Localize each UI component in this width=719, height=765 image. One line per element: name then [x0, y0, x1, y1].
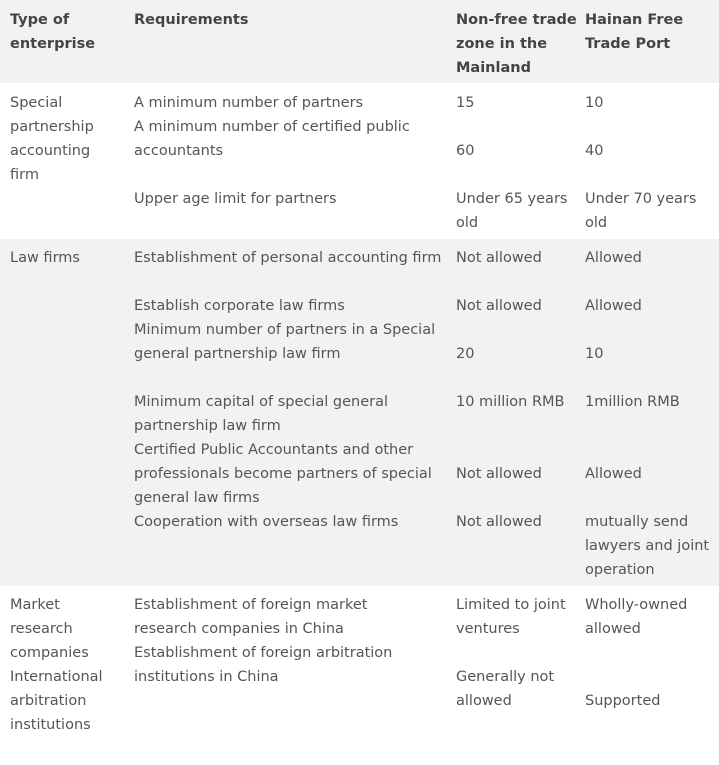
header-requirements: Requirements [134, 12, 249, 28]
cell-mainland-personal-accounting-firm: Not allowed [456, 250, 542, 266]
cell-type-market-research: Market research companies International arbitration institutions [10, 597, 103, 733]
cell-mainland-accounting-partners: 15 60 [456, 95, 475, 159]
cell-hainan-age-limit: Under 70 years old [585, 191, 697, 231]
cell-mainland-foreign-companies: Limited to joint ventures Generally not allowed [456, 597, 566, 709]
cell-mainland-capital-and-cooperation: 10 million RMB Not allowed Not allowed [456, 394, 565, 530]
cell-req-accounting-partners: A minimum number of partners A minimum number of certified public accountants [134, 95, 410, 159]
header-non-free-trade-zone: Non-free trade zone in the Mainland [456, 12, 577, 76]
cell-req-capital-and-cooperation: Minimum capital of special general partnership law firm Certified Public Accountants and other professionals become partners of special general law firms Cooperation with overseas law firms [134, 394, 432, 530]
cell-type-accounting-firm: Special partnership accounting firm [10, 95, 94, 183]
cell-hainan-foreign-companies: Wholly-owned allowed Supported [585, 597, 688, 709]
cell-hainan-capital-and-cooperation: 1million RMB Allowed mutually send lawyers and joint operation [585, 394, 710, 578]
cell-req-foreign-companies: Establishment of foreign market research companies in China Establishment of foreign arbitration institutions in China [134, 597, 393, 685]
cell-hainan-corporate-law-firms: Allowed 10 [585, 298, 642, 362]
header-hainan-free-trade-port: Hainan Free Trade Port [585, 12, 684, 52]
cell-req-corporate-law-firms: Establish corporate law firms Minimum number of partners in a Special general partnership law firm [134, 298, 436, 362]
cell-mainland-age-limit: Under 65 years old [456, 191, 568, 231]
cell-req-age-limit: Upper age limit for partners [134, 191, 337, 207]
cell-hainan-personal-accounting-firm: Allowed [585, 250, 642, 266]
cell-mainland-corporate-law-firms: Not allowed 20 [456, 298, 542, 362]
header-type-of-enterprise: Type of enterprise [10, 12, 96, 52]
cell-req-personal-accounting-firm: Establishment of personal accounting firm [134, 250, 442, 266]
cell-type-law-firms: Law firms [10, 250, 80, 266]
cell-hainan-accounting-partners: 10 40 [585, 95, 604, 159]
